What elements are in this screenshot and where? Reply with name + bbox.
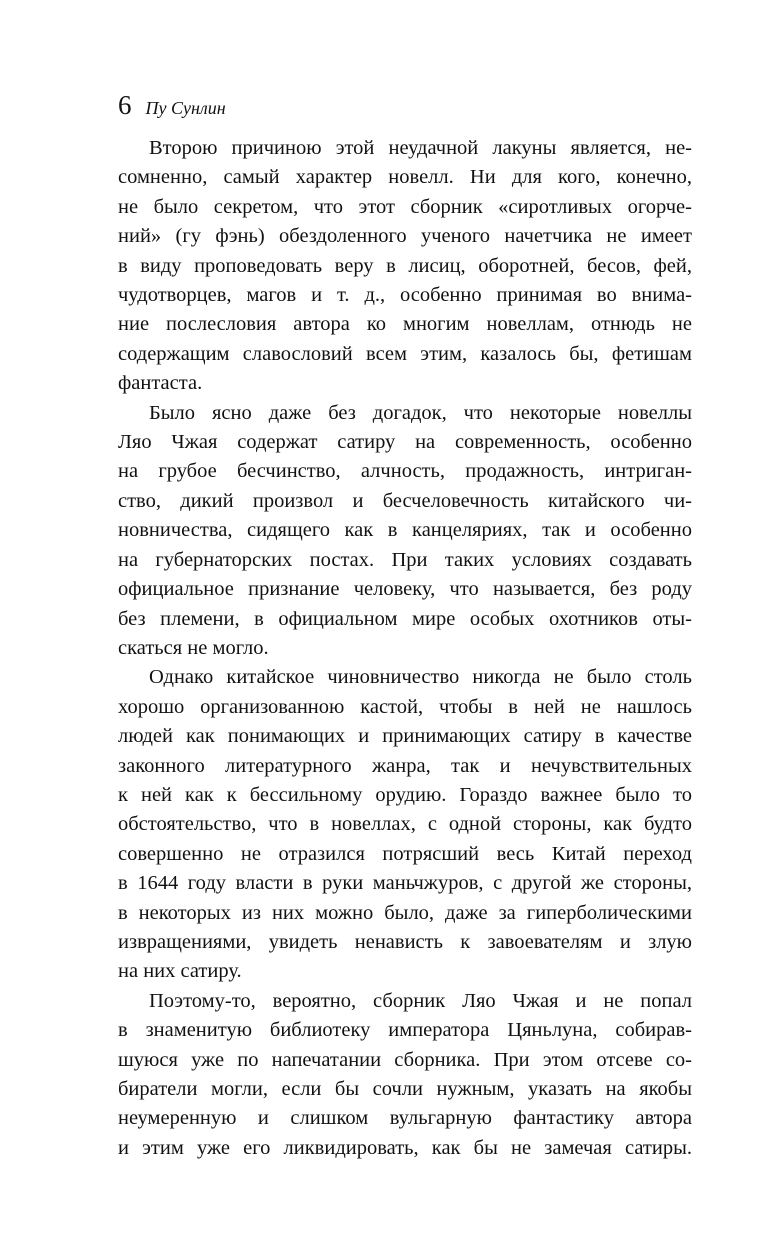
text-line: фантаста. [118,372,203,395]
body-text [118,134,692,1163]
text-line: на губернаторских постах. При таких условиях создавать [118,548,692,571]
text-line: биратели могли, если бы сочли нужным, указать на якобы [118,1078,692,1100]
text-line: ство, дикий произвол и бесчеловечность китайского чи- [118,489,692,512]
text-line: шуюся уже по напечатании сборника. При этом отсеве со- [118,1048,692,1071]
text-line: Было ясно даже без догадок, что некоторые новеллы [149,401,692,424]
text-line: ние послесловия автора ко многим новеллам, отнюдь не [118,313,692,336]
text-line: содержащим славословий всем этим, казалось бы, фетишам [118,342,692,365]
text-line: законного литературного жанра, так и нечувствительных [118,754,692,777]
text-line: хорошо организованною кастой, чтобы в ней не нашлось [118,695,692,718]
text-line: Поэтому-то, вероятно, сборник Ляо Чжая и не попал [149,989,692,1012]
text-line: без племени, в официальном мире особых охотников оты- [118,607,692,630]
text-line: новничества, сидящего как в канцеляриях, так и особенно [118,519,692,542]
text-line: не было секретом, что этот сборник «сиротливых огорче- [118,195,692,218]
text-line: неумеренную и слишком вульгарную фантастику автора [118,1107,692,1130]
text-line: к ней как к бессильному орудию. Гораздо важнее было то [118,783,692,806]
text-line: на них сатиру. [118,960,242,983]
running-title: Пу Сунлин [145,98,226,118]
paragraph [118,663,692,986]
text-line: скаться не могло. [118,636,269,659]
text-line: извращениями, увидеть ненависть к завоевателям и злую [118,930,692,953]
text-line: в некоторых из них можно было, даже за гиперболическими [118,901,692,924]
text-line: совершенно не отразился потрясший весь Китай переход [118,842,692,865]
text-line: Второю причиною этой неудачной лакуны является, не- [149,137,692,159]
text-line: людей как понимающих и принимающих сатиру в качестве [118,725,692,748]
text-line: Однако китайское чиновничество никогда не было столь [149,666,692,689]
paragraph [118,987,692,1163]
text-line: на грубое бесчинство, алчность, продажность, интриган- [118,460,692,483]
paragraph [118,134,692,399]
text-line: ний» (гу фэнь) обездоленного ученого начетчика не имеет [118,225,692,248]
text-line: в знаменитую библиотеку императора Цяньлуна, собирав- [118,1019,692,1042]
text-line: обстоятельство, что в новеллах, с одной стороны, как будто [118,813,692,836]
text-line: сомненно, самый характер новелл. Ни для кого, конечно, [118,166,692,189]
text-line: официальное признание человеку, что называется, без роду [118,578,692,601]
text-line: Ляо Чжая содержат сатиру на современность, особенно [118,431,692,454]
page-number: 6 [118,90,132,120]
paragraph [118,399,692,664]
text-line: в виду проповедовать веру в лисиц, оборотней, бесов, фей, [118,254,692,277]
text-line: чудотворцев, магов и т. д., особенно принимая во внима- [118,284,692,307]
text-line: в 1644 году власти в руки маньчжуров, с другой же стороны, [118,872,692,895]
running-head [118,88,226,122]
text-line: и этим уже его ликвидировать, как бы не замечая сатиры. [118,1136,692,1159]
